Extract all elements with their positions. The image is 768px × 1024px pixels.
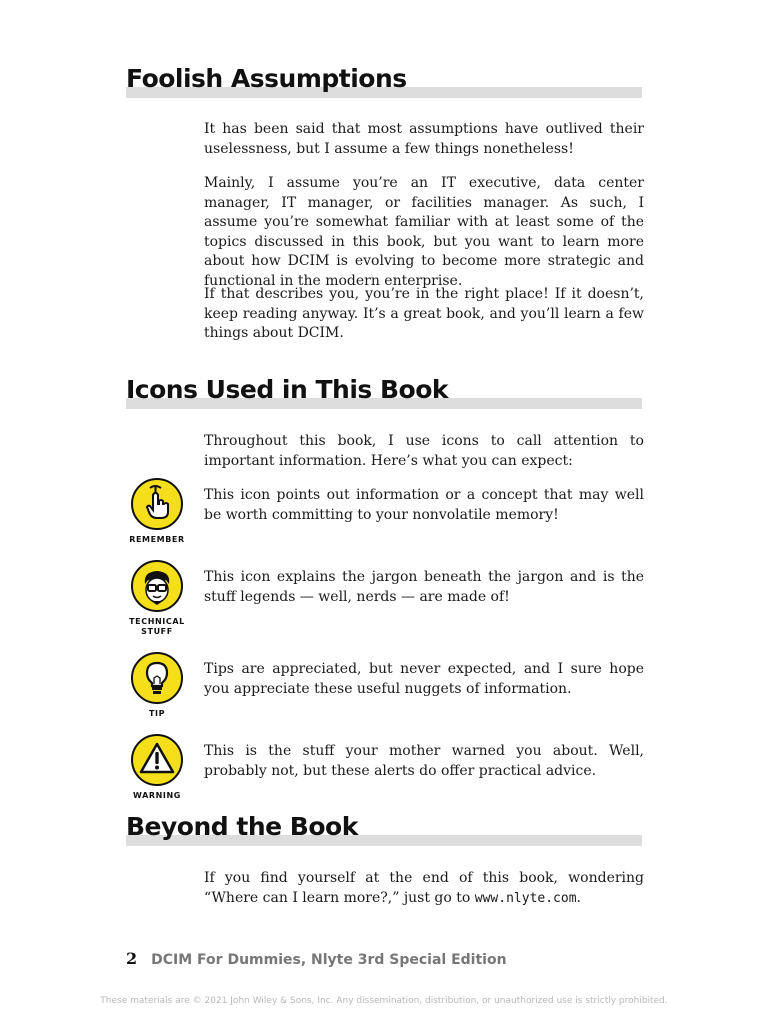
heading-beyond-the-book: Beyond the Book <box>126 812 642 842</box>
icon-label: REMEMBER <box>129 535 185 544</box>
technical-stuff-icon-block <box>124 560 190 637</box>
icon-label: WARNING <box>133 791 181 800</box>
icon-label-text: TECHNICAL STUFF <box>129 617 185 636</box>
copyright-notice: These materials are © 2021 John Wiley & Sons, Inc. Any dissemination, distribution, or unauthorized use is strictly prohibited. <box>100 996 668 1006</box>
heading-icons-used: Icons Used in This Book <box>126 375 642 405</box>
paragraph: This icon explains the jargon beneath the jargon and is the stuff legends — well, nerds — are made of! <box>204 569 644 605</box>
paragraph-text: . <box>576 889 581 906</box>
heading-foolish-assumptions: Foolish Assumptions <box>126 64 642 94</box>
technical-stuff-icon <box>131 560 183 612</box>
remember-icon-block <box>124 478 190 545</box>
paragraph: Mainly, I assume you’re an IT executive, data center manager, IT manager, or facilities manager. As such, I assume you’re somewhat familiar with at least some of the topics discussed in this book, but you want to learn more about how DCIM is evolving to become more strategic and functional in the modern enterprise. <box>204 175 644 289</box>
paragraph: Tips are appreciated, but never expected, and I sure hope you appreciate these useful nuggets of information. <box>204 661 644 697</box>
page-number: 2 <box>126 949 138 968</box>
paragraph <box>204 869 644 908</box>
paragraph: This icon points out information or a concept that may well be worth committing to your nonvolatile memory! <box>204 487 644 523</box>
warning-icon-block <box>124 734 190 801</box>
icon-label <box>124 617 190 637</box>
book-title: DCIM For Dummies, Nlyte 3rd Special Edition <box>151 952 507 968</box>
paragraph: Throughout this book, I use icons to call attention to important information. Here’s what you can expect: <box>204 433 644 469</box>
tip-icon-block <box>124 652 190 719</box>
page-footer <box>126 949 507 968</box>
paragraph: If that describes you, you’re in the right place! If it doesn’t, keep reading anyway. It’s a great book, and you’ll learn a few things about DCIM. <box>204 286 644 341</box>
remember-icon <box>131 478 183 530</box>
warning-icon <box>131 734 183 786</box>
paragraph: This is the stuff your mother warned you about. Well, probably not, but these alerts do offer practical advice. <box>204 743 644 779</box>
paragraph-text: If you find yourself at the end of this book, wondering “Where can I learn more?,” just go to <box>204 870 644 906</box>
website-link[interactable]: www.nlyte.com <box>474 890 577 906</box>
tip-icon <box>131 652 183 704</box>
icon-label: TIP <box>148 709 166 718</box>
paragraph: It has been said that most assumptions have outlived their uselessness, but I assume a few things nonetheless! <box>204 121 644 157</box>
